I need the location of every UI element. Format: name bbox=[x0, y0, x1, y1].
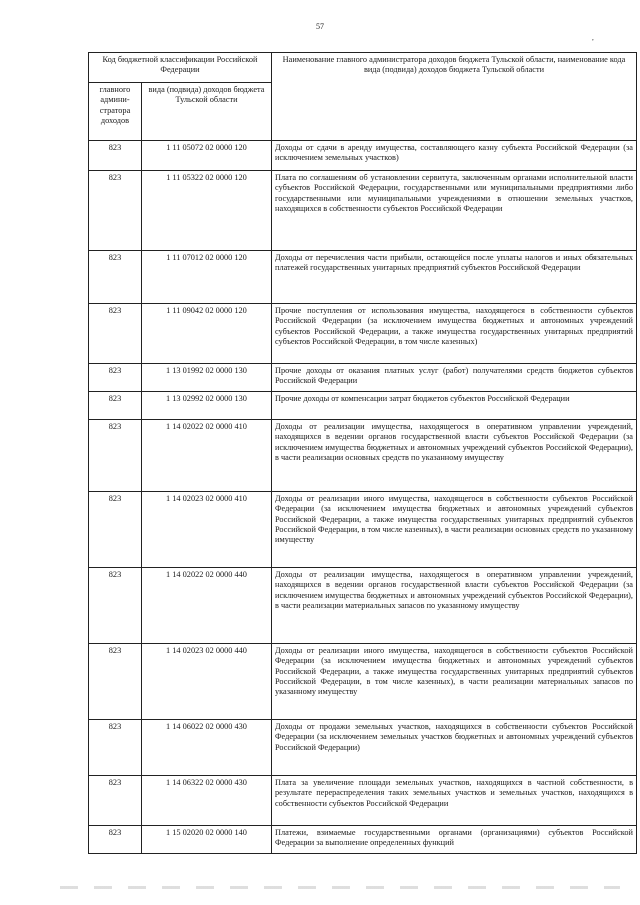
admin-code-cell: 823 bbox=[89, 304, 142, 364]
kbk-code-cell: 1 14 02022 02 0000 410 bbox=[142, 420, 272, 492]
description-cell: Платежи, взимаемые государственными органами (организациями) субъектов Российской Федерации за выполнение определенных функций bbox=[272, 826, 637, 854]
description-cell: Плата по соглашениям об установлении сервитута, заключенным органами исполнительной власти субъектов Российской Федерации, государственными или муниципальными предприятиями либо государственными или муниципальными учреждениями в отношении земельных участков, находящихся в собственности субъектов Российской Федерации bbox=[272, 171, 637, 251]
admin-code-cell: 823 bbox=[89, 644, 142, 720]
table-row bbox=[89, 251, 637, 304]
kbk-code-cell: 1 14 06322 02 0000 430 bbox=[142, 776, 272, 826]
admin-code-cell: 823 bbox=[89, 826, 142, 854]
table-row bbox=[89, 720, 637, 776]
description-cell: Доходы от реализации имущества, находящегося в оперативном управлении учреждений, находящихся в ведении органов государственной власти субъектов Российской Федерации (за исключением имущества бюджетных и автономных учреждений субъектов Российской Федерации), в части реализации материальных запасов по указанному имуществу bbox=[272, 568, 637, 644]
table-row bbox=[89, 644, 637, 720]
kbk-code-cell: 1 14 06022 02 0000 430 bbox=[142, 720, 272, 776]
description-cell: Доходы от реализации имущества, находящегося в оперативном управлении учреждений, находящихся в ведении органов государственной власти субъектов Российской Федерации (за исключением имущества бюджетных и автономных учреждений субъектов Российской Федерации), в части реализации основных средств по указанному имуществу bbox=[272, 420, 637, 492]
kbk-code-cell: 1 13 01992 02 0000 130 bbox=[142, 364, 272, 392]
table-row bbox=[89, 568, 637, 644]
kbk-code-cell: 1 11 05322 02 0000 120 bbox=[142, 171, 272, 251]
budget-revenue-table bbox=[88, 52, 637, 854]
table-row bbox=[89, 171, 637, 251]
kbk-code-cell: 1 14 02023 02 0000 440 bbox=[142, 644, 272, 720]
header-kbk: Код бюджетной классификации Российской Федерации bbox=[89, 53, 272, 83]
description-cell: Прочие поступления от использования имущества, находящегося в собственности субъектов Российской Федерации (за исключением имущества бюджетных и автономных учреждений субъектов Российской Федерации, а также имущества государственных унитарных предприятий субъектов Российской Федерации, в том числе казенных) bbox=[272, 304, 637, 364]
description-cell: Доходы от реализации иного имущества, находящегося в собственности субъектов Российской Федерации (за исключением имущества бюджетных и автономных учреждений субъектов Российской Федерации, а также имущества государственных унитарных предприятий субъектов Российской Федерации, в том числе казенных), в части реализации материальных запасов по указанному имуществу bbox=[272, 644, 637, 720]
description-cell: Доходы от продажи земельных участков, находящихся в собственности субъектов Российской Федерации (за исключением земельных участков бюджетных и автономных учреждений субъектов Российской Федерации) bbox=[272, 720, 637, 776]
description-cell: Прочие доходы от оказания платных услуг (работ) получателями средств бюджетов субъектов Российской Федерации bbox=[272, 364, 637, 392]
kbk-code-cell: 1 14 02023 02 0000 410 bbox=[142, 492, 272, 568]
admin-code-cell: 823 bbox=[89, 364, 142, 392]
description-cell: Прочие доходы от компенсации затрат бюджетов субъектов Российской Федерации bbox=[272, 392, 637, 420]
table-row bbox=[89, 776, 637, 826]
description-cell: Плата за увеличение площади земельных участков, находящихся в частной собственности, в результате перераспределения таких земельных участков и земельных участков, находящихся в собственности субъектов Российской Федерации bbox=[272, 776, 637, 826]
page-number: 57 bbox=[316, 22, 324, 31]
description-cell: Доходы от перечисления части прибыли, остающейся после уплаты налогов и иных обязательных платежей государственных унитарных предприятий субъектов Российской Федерации bbox=[272, 251, 637, 304]
scan-artifact-strip bbox=[60, 886, 620, 889]
table-row bbox=[89, 492, 637, 568]
admin-code-cell: 823 bbox=[89, 171, 142, 251]
kbk-code-cell: 1 11 07012 02 0000 120 bbox=[142, 251, 272, 304]
table-row bbox=[89, 364, 637, 392]
kbk-code-cell: 1 11 05072 02 0000 120 bbox=[142, 141, 272, 171]
admin-code-cell: 823 bbox=[89, 392, 142, 420]
kbk-code-cell: 1 11 09042 02 0000 120 bbox=[142, 304, 272, 364]
kbk-code-cell: 1 14 02022 02 0000 440 bbox=[142, 568, 272, 644]
admin-code-cell: 823 bbox=[89, 420, 142, 492]
kbk-code-cell: 1 13 02992 02 0000 130 bbox=[142, 392, 272, 420]
table-row bbox=[89, 420, 637, 492]
table-row bbox=[89, 304, 637, 364]
table-row bbox=[89, 392, 637, 420]
admin-code-cell: 823 bbox=[89, 720, 142, 776]
admin-code-cell: 823 bbox=[89, 141, 142, 171]
header-admin-code: главного админи-стратора доходов bbox=[89, 83, 142, 141]
corner-mark: , bbox=[592, 34, 594, 42]
kbk-code-cell: 1 15 02020 02 0000 140 bbox=[142, 826, 272, 854]
admin-code-cell: 823 bbox=[89, 568, 142, 644]
header-administrator-name: Наименование главного администратора доходов бюджета Тульской области, наименование кода вида (подвида) доходов бюджета Тульской области bbox=[272, 53, 637, 141]
admin-code-cell: 823 bbox=[89, 492, 142, 568]
table-row bbox=[89, 826, 637, 854]
description-cell: Доходы от сдачи в аренду имущества, составляющего казну субъекта Российской Федерации (за исключением земельных участков) bbox=[272, 141, 637, 171]
header-revenue-type-code: вида (подвида) доходов бюджета Тульской области bbox=[142, 83, 272, 141]
admin-code-cell: 823 bbox=[89, 776, 142, 826]
description-cell: Доходы от реализации иного имущества, находящегося в собственности субъектов Российской Федерации (за исключением имущества бюджетных и автономных учреждений субъектов Российской Федерации, а также имущества государственных унитарных предприятий субъектов Российской Федерации, в том числе казенных), в части реализации основных средств по указанному имуществу bbox=[272, 492, 637, 568]
table-row bbox=[89, 141, 637, 171]
admin-code-cell: 823 bbox=[89, 251, 142, 304]
